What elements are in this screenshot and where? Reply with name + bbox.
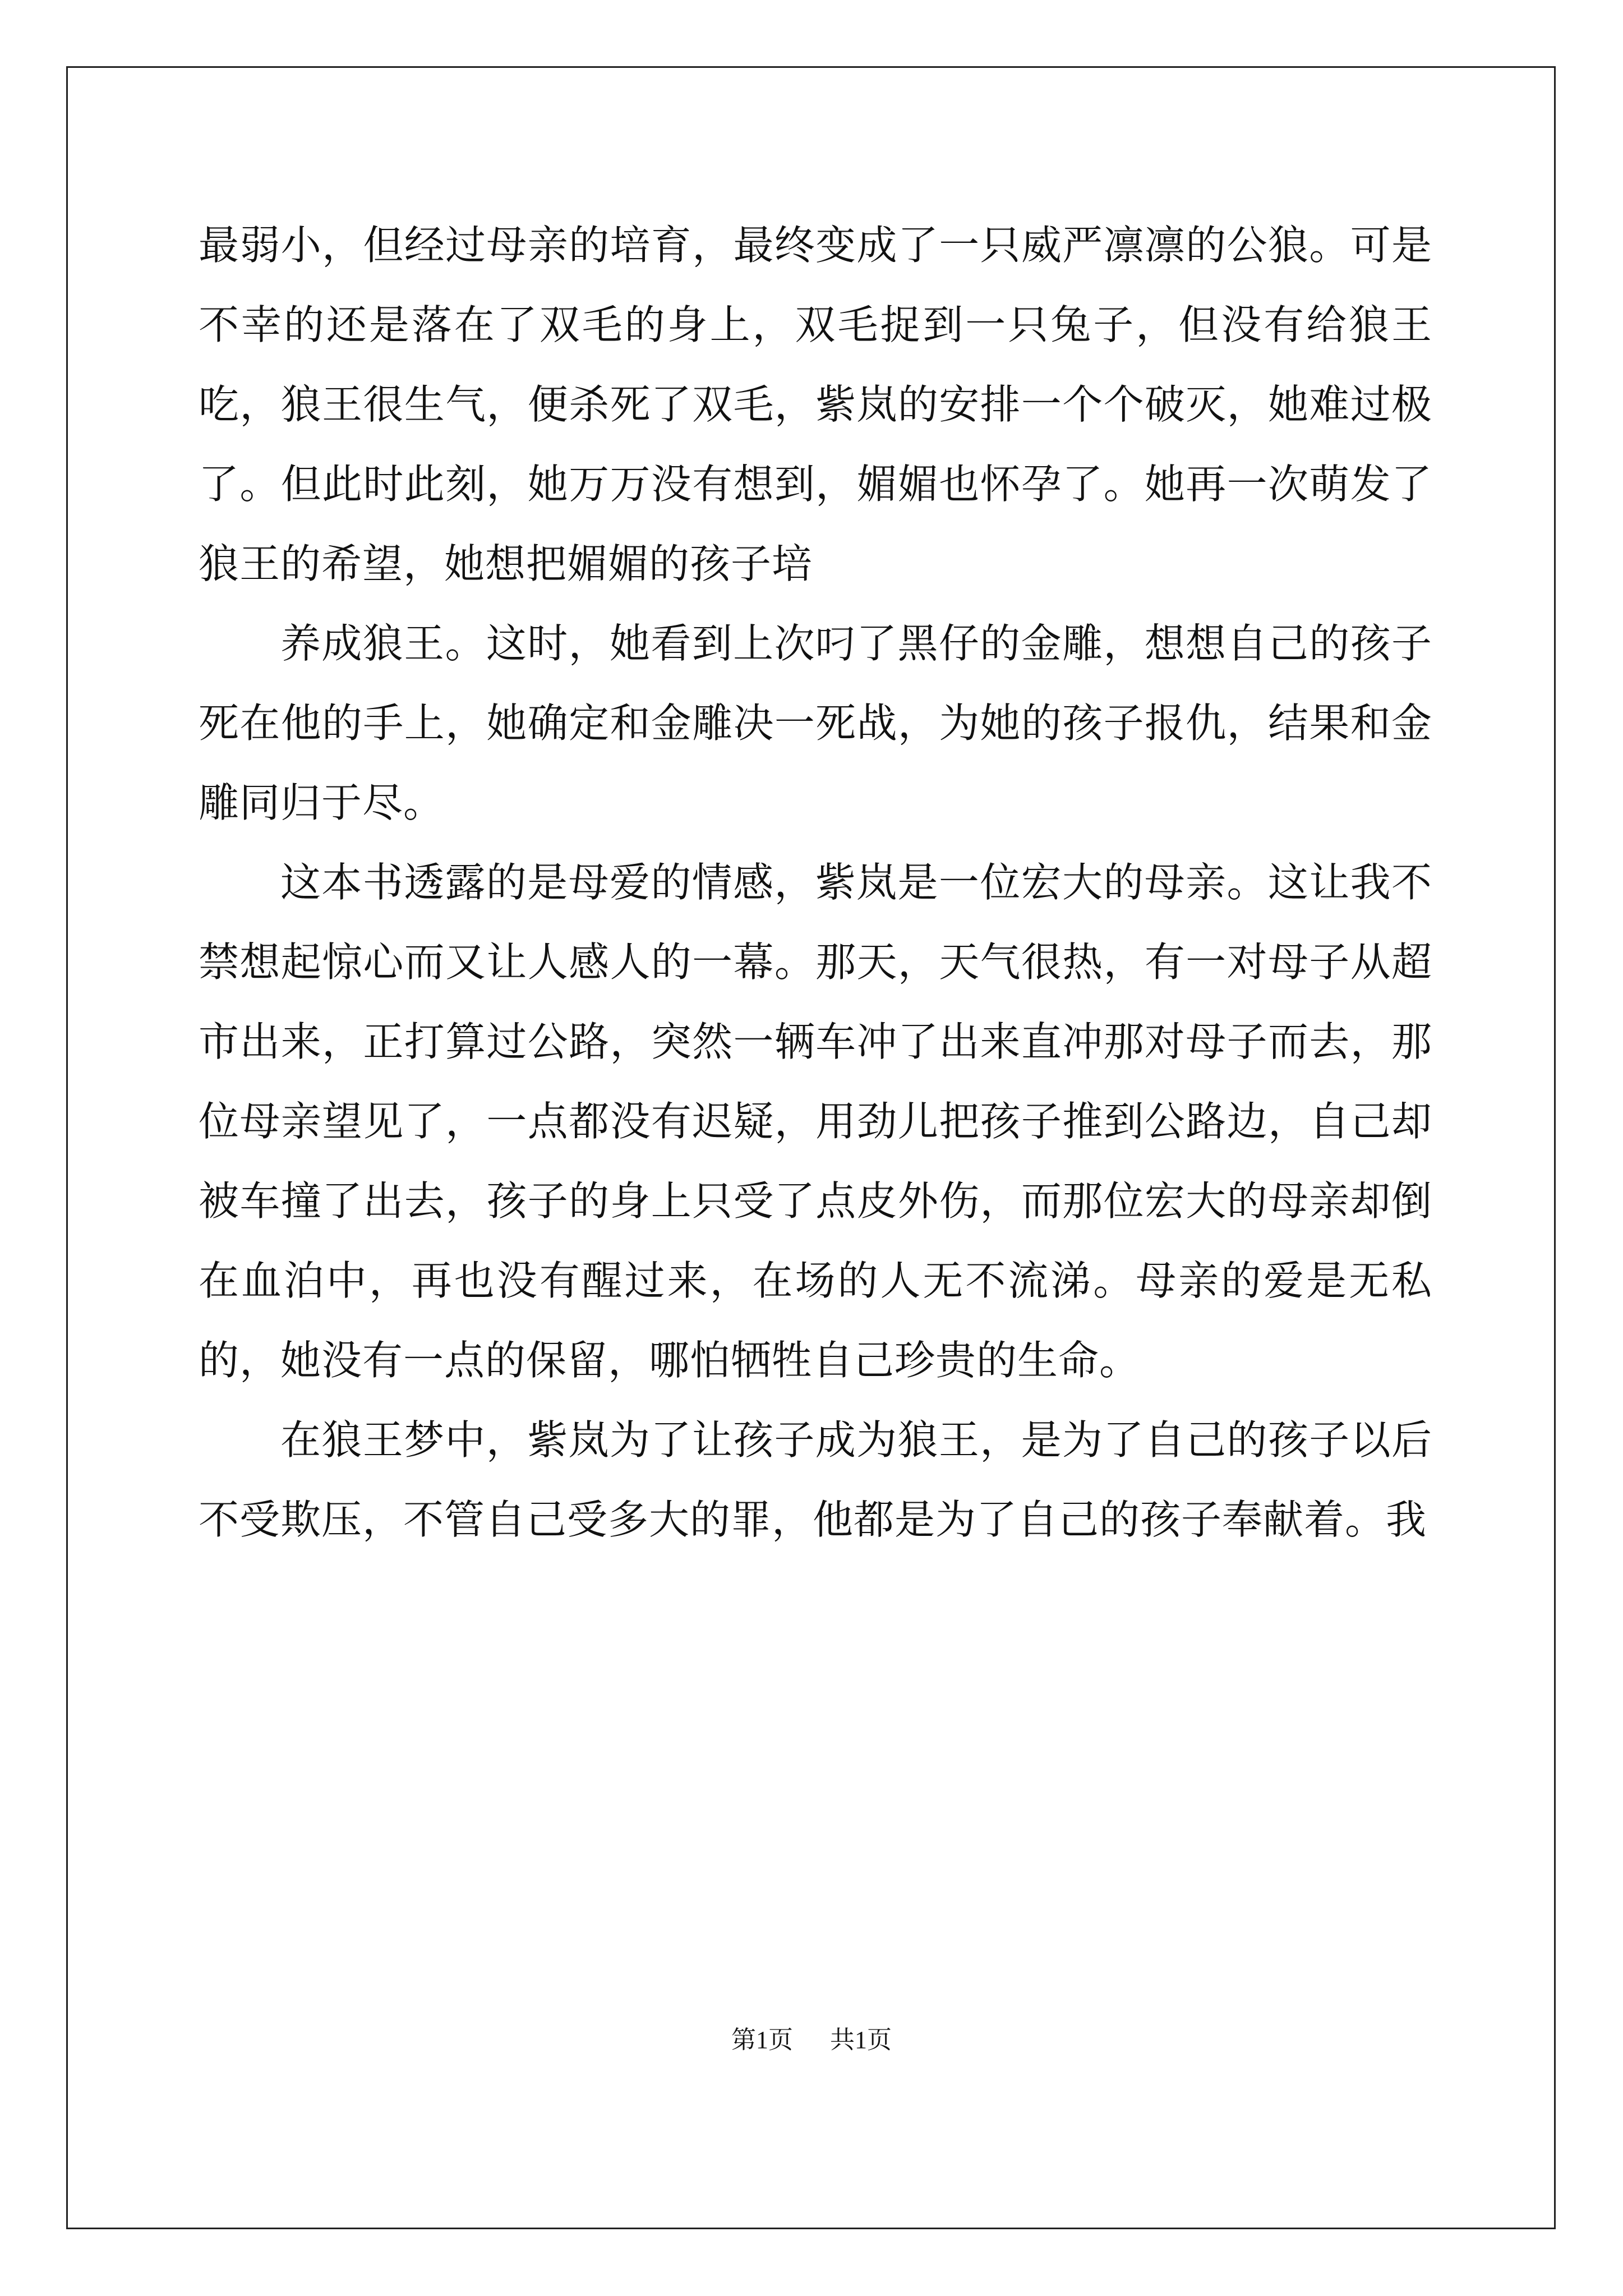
- page-footer: [0, 2019, 1623, 2055]
- document-body: [199, 205, 1432, 1559]
- paragraph-3: 这本书透露的是母爱的情感，紫岚是一位宏大的母亲。这让我不禁想起惊心而又让人感人的一幕。那天，天气很热，有一对母子从超市出来，正打算过公路，突然一辆车冲了出来直冲那对母子而去，那位母亲望见了，一点都没有迟疑，用劲儿把孩子推到公路边，自己却被车撞了出去，孩子的身上只受了点皮外伤，而那位宏大的母亲却倒在血泊中，再也没有醒过来，在场的人无不流涕。母亲的爱是无私的，她没有一点的保留，哪怕牺牲自己珍贵的生命。: [199, 859, 1432, 1384]
- paragraph-1: 最弱小，但经过母亲的培育，最终变成了一只威严凛凛的公狼。可是不幸的还是落在了双毛的身上，双毛捉到一只兔子，但没有给狼王吃，狼王很生气，便杀死了双毛，紫岚的安排一个个破灭，她难过极了。但此时此刻，她万万没有想到，媚媚也怀孕了。她再一次萌发了狼王的希望，她想把媚媚的孩子培: [199, 222, 1432, 587]
- page-number-total: 共1页: [830, 2026, 892, 2054]
- paragraph-2: 养成狼王。这时，她看到上次叼了黑仔的金雕，想想自己的孩子死在他的手上，她确定和金雕决一死战，为她的孩子报仇，结果和金雕同归于尽。: [199, 620, 1432, 826]
- page-number-current: 第1页: [731, 2026, 793, 2054]
- paragraph-4: 在狼王梦中，紫岚为了让孩子成为狼王，是为了自己的孩子以后不受欺压，不管自己受多大的罪，他都是为了自己的孩子奉献着。我: [199, 1416, 1432, 1543]
